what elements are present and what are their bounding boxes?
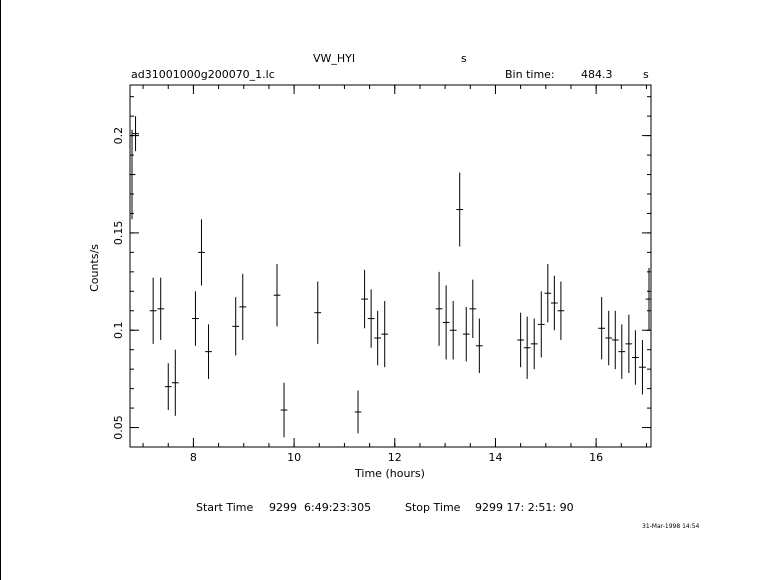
data-point <box>157 278 164 340</box>
object-name: VW_HYI <box>313 52 356 65</box>
data-point <box>239 274 246 340</box>
x-axis-label: Time (hours) <box>355 467 425 480</box>
plot-frame <box>130 85 651 447</box>
data-point <box>517 313 524 367</box>
y-tick-label: 0.2 <box>112 126 125 145</box>
x-tick-label: 14 <box>488 451 503 464</box>
data-point <box>361 270 368 328</box>
data-point <box>632 330 639 384</box>
data-point <box>165 363 172 410</box>
data-point <box>646 268 651 330</box>
data-points <box>130 116 651 437</box>
data-point <box>232 297 239 355</box>
data-point <box>381 301 388 367</box>
data-point <box>524 317 531 379</box>
data-point <box>598 297 605 359</box>
data-point <box>538 291 545 357</box>
data-point <box>355 391 362 434</box>
data-point <box>551 276 558 330</box>
start-time-label: Start Time <box>196 501 254 514</box>
data-point <box>436 272 443 346</box>
data-point <box>205 324 212 378</box>
y-tick-label: 0.1 <box>112 321 125 339</box>
filename-label: ad31001000g200070_1.lc <box>131 68 275 81</box>
y-tick-label: 0.15 <box>112 220 125 246</box>
data-point <box>625 315 632 373</box>
data-point <box>374 311 381 365</box>
data-point <box>639 340 646 394</box>
data-point <box>192 291 199 345</box>
data-point <box>130 130 135 220</box>
data-point <box>544 264 551 322</box>
axis-ticks <box>130 85 651 447</box>
bin-time-unit: s <box>643 68 649 81</box>
bin-time-value: 484.3 <box>581 68 613 81</box>
date-stamp: 31-Mar-1998 14:54 <box>642 523 700 530</box>
data-point <box>443 285 450 359</box>
data-point <box>605 311 612 365</box>
data-point <box>469 280 476 338</box>
data-point <box>274 264 281 326</box>
data-point <box>612 311 619 369</box>
x-tick-label: 16 <box>589 451 604 464</box>
data-point <box>456 173 463 247</box>
data-point <box>368 289 375 347</box>
stop-time-value: 9299 17: 2:51: 90 <box>475 501 574 514</box>
data-point <box>172 350 179 416</box>
data-point <box>281 383 288 437</box>
data-point <box>558 282 565 340</box>
bin-time-label: Bin time: <box>505 68 555 81</box>
object-unit: s <box>461 52 467 65</box>
x-tick-label: 8 <box>189 451 197 464</box>
data-point <box>476 319 483 373</box>
data-point <box>531 319 538 370</box>
x-tick-label: 12 <box>387 451 402 464</box>
start-time-value: 9299 6:49:23:305 <box>269 501 372 514</box>
data-point <box>450 301 457 359</box>
data-point <box>132 116 139 151</box>
stop-time-label: Stop Time <box>405 501 461 514</box>
y-axis-label: Counts/s <box>88 244 101 292</box>
data-point <box>150 278 157 344</box>
y-tick-label: 0.05 <box>112 415 125 440</box>
data-point <box>463 307 470 361</box>
x-tick-label: 10 <box>287 451 302 464</box>
data-point <box>198 219 205 285</box>
data-point <box>314 282 321 344</box>
data-point <box>618 324 625 378</box>
